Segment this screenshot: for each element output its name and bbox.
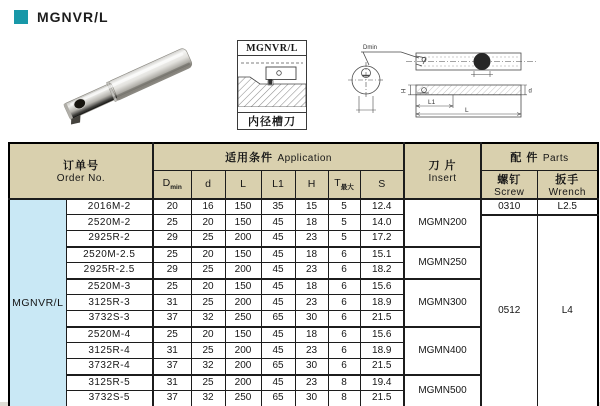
dmin-label: Dmin <box>363 45 378 51</box>
col-screw: 螺钉 Screw <box>481 170 537 199</box>
col-tmax: $T_{最大}$ <box>328 170 360 199</box>
header-order-zh: 订单号 <box>63 160 99 173</box>
table-row: 2520M-3 25 20 150 45 18 6 15.6 MGMN300 <box>9 279 598 295</box>
clamp-knob <box>474 53 491 70</box>
col-s: S <box>360 170 404 199</box>
header-application-en: Application <box>277 152 332 164</box>
internal-grooving-diagram <box>238 56 306 107</box>
header-insert-zh: 刀 片 <box>428 160 457 173</box>
wrench-cell: L4 <box>537 215 598 406</box>
col-dmin: $D_{min}$ <box>153 170 191 199</box>
header-order-en: Order No. <box>56 173 106 185</box>
wrench-cell: L2.5 <box>537 199 598 215</box>
col-l: L <box>225 170 261 199</box>
table-row: 3732S-5 37 32 250 65 30 8 21.5 <box>9 391 598 406</box>
table-row: 3732S-3 37 32 250 65 30 6 21.5 <box>9 311 598 327</box>
header-application-zh: 适用条件 <box>225 151 274 164</box>
teal-square-icon <box>14 10 28 24</box>
screw-cell: 0512 <box>481 215 537 406</box>
model-cell: MGNVR/L <box>9 199 66 406</box>
preview-diagram <box>238 56 306 112</box>
insert-cell: MGMN500 <box>404 375 481 406</box>
table-row: 3732R-4 37 32 200 65 30 6 21.5 <box>9 359 598 375</box>
spec-table <box>8 142 599 406</box>
table-row: 3125R-3 31 25 200 45 23 6 18.9 <box>9 295 598 311</box>
technical-drawing <box>313 20 600 134</box>
insert-blade <box>269 79 273 85</box>
col-l1: L1 <box>261 170 295 199</box>
page-title: MGNVR/L <box>37 9 109 25</box>
tool-photo <box>35 40 235 135</box>
l1-label: L1 <box>428 99 436 106</box>
header-parts <box>481 143 598 170</box>
l-label: L <box>465 107 469 114</box>
table-row: 2520M-2.5 25 20 150 45 18 6 15.1 MGMN250 <box>9 247 598 263</box>
col-wrench: 扳手 Wrench <box>537 170 598 199</box>
insert-cell: MGMN250 <box>404 247 481 279</box>
header-parts-en: Parts <box>542 152 569 164</box>
header-parts-zh: 配 件 <box>510 151 539 164</box>
table-row: 3125R-4 31 25 200 45 23 6 18.9 <box>9 343 598 359</box>
preview-title: MGNVR/L <box>238 41 306 56</box>
col-h: H <box>295 170 328 199</box>
insert-cell: MGMN400 <box>404 327 481 375</box>
boring-bar <box>61 47 195 126</box>
table-row: 2520M-4 25 20 150 45 18 6 15.6 MGMN400 <box>9 327 598 343</box>
insert-cell: MGMN300 <box>404 279 481 327</box>
header-application <box>153 143 404 170</box>
table-row: MGNVR/L 2016M-2 20 16 150 35 15 5 12.4 MGMN200 0310 L2.5 <box>9 199 598 215</box>
table-row: 2925R-2.5 29 25 200 45 23 6 18.2 <box>9 263 598 279</box>
table-row: 2925R-2 29 25 200 45 23 5 17.2 <box>9 231 598 247</box>
table-row: 3125R-5 31 25 200 45 23 8 19.4 MGMN500 <box>9 375 598 391</box>
usage-preview-box <box>237 40 307 130</box>
order-cell: 2016M-2 <box>66 199 153 215</box>
insert-cell: MGMN200 <box>404 199 481 247</box>
header-order-no <box>9 143 153 199</box>
d-label: d <box>528 88 532 95</box>
page-header <box>14 9 109 25</box>
highlight <box>70 52 184 106</box>
preview-caption: 内径槽刀 <box>238 112 306 129</box>
screw-cell: 0310 <box>481 199 537 215</box>
h-label: H <box>401 88 408 93</box>
header-insert <box>404 143 481 199</box>
col-d: d <box>191 170 225 199</box>
table-row: 2520M-2 25 20 150 45 18 5 14.0 0512 L4 <box>9 215 598 231</box>
header-insert-en: Insert <box>428 173 457 185</box>
